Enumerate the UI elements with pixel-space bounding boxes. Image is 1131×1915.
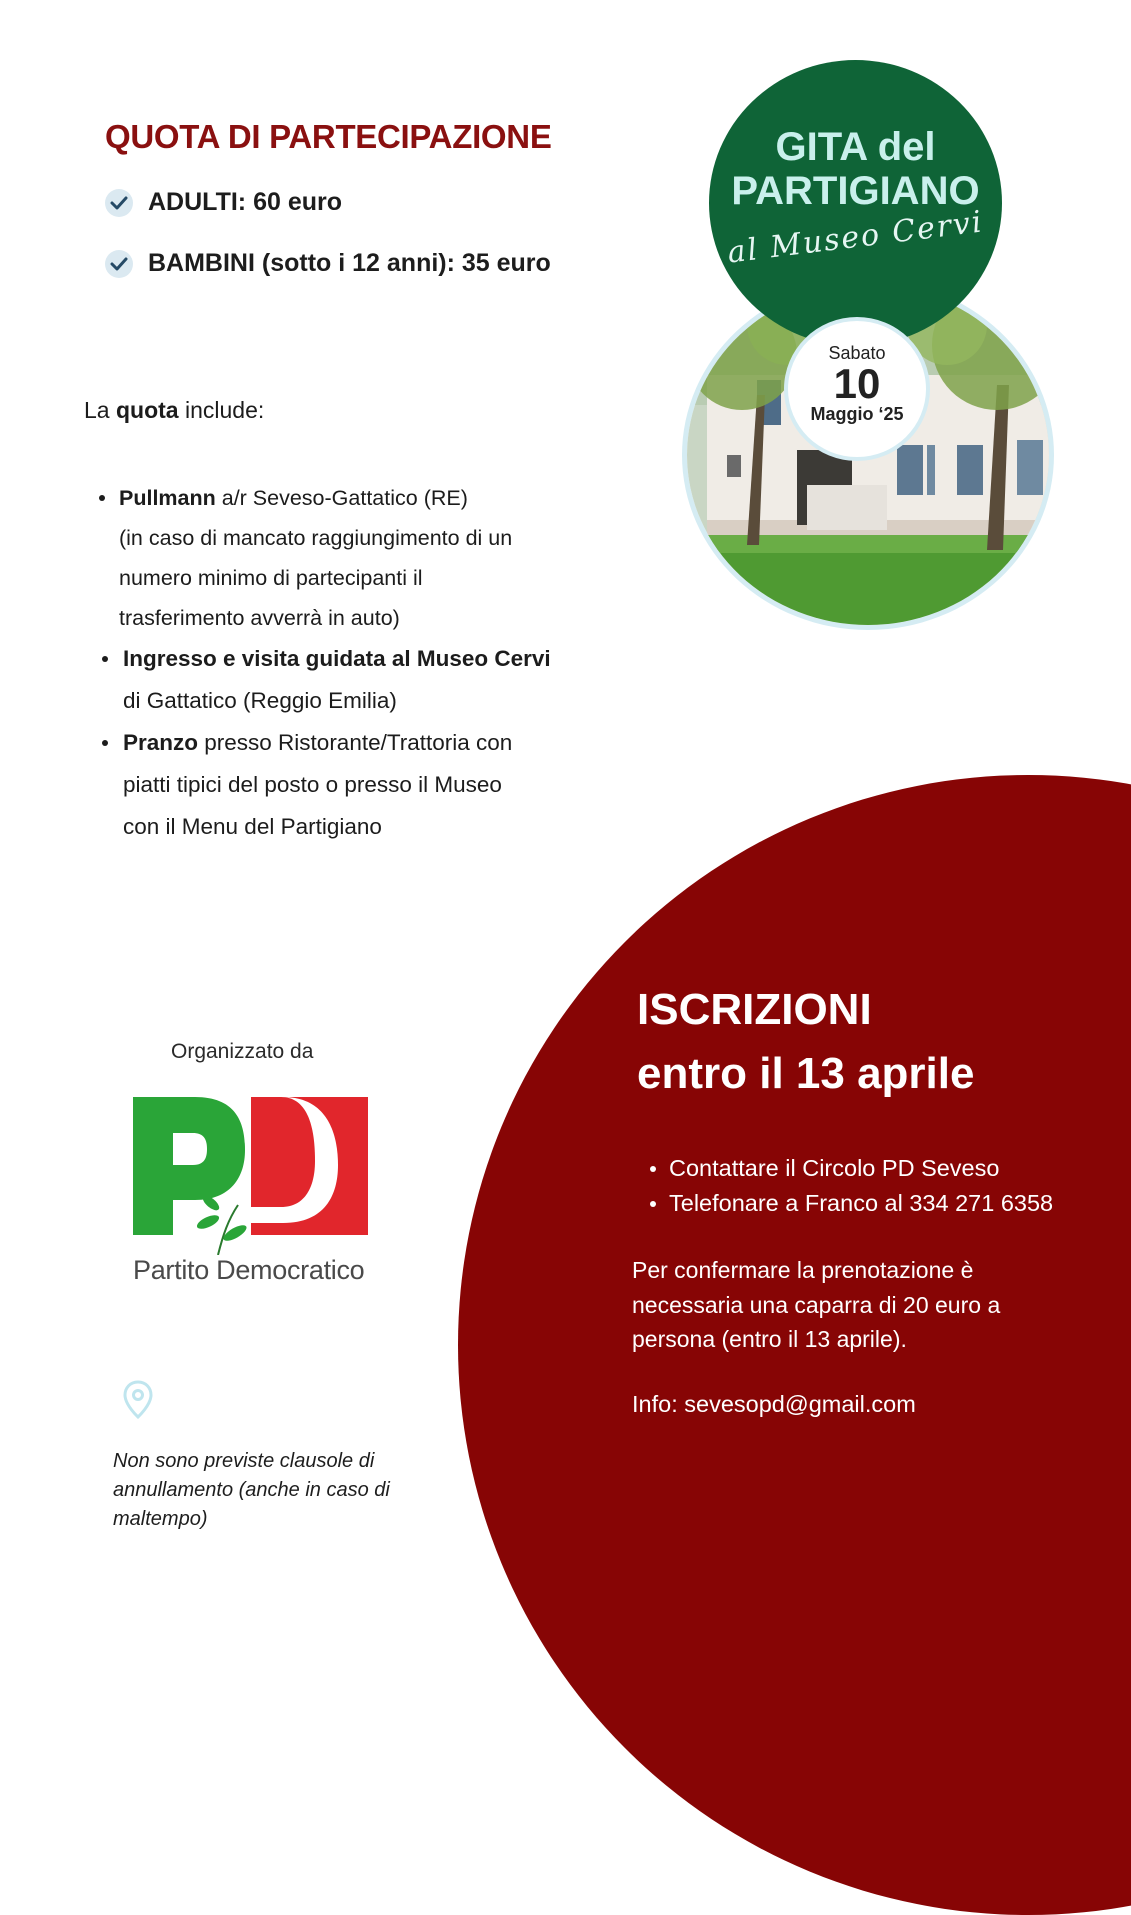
price-label: BAMBINI (sotto i 12 anni): 35 euro	[148, 249, 551, 277]
event-title-line1: GITA del	[775, 125, 936, 169]
event-title-line2: PARTIGIANO	[731, 169, 980, 213]
list-item: Contattare il Circolo PD Seveso	[650, 1151, 1053, 1186]
event-title-badge	[709, 60, 1002, 346]
location-pin-icon	[122, 1380, 154, 1425]
bullet-dot	[650, 1201, 656, 1207]
pd-logo	[133, 1095, 373, 1295]
day-label: Sabato	[828, 343, 886, 363]
list-item: Telefonare a Franco al 334 271 6358	[650, 1186, 1053, 1221]
day-number: 10	[833, 360, 881, 407]
bullet-dot	[102, 656, 108, 662]
bullet-dot	[650, 1166, 656, 1172]
quota-title: QUOTA DI PARTECIPAZIONE	[105, 118, 552, 155]
organizer-label: Organizzato da	[171, 1040, 314, 1063]
check-icon	[105, 189, 133, 217]
logo-text: Partito Democratico	[133, 1255, 365, 1285]
deposit-note: Per confermare la prenotazione è necessaria una caparra di 20 euro a persona (entro il 13 aprile).	[632, 1257, 1001, 1352]
month-year: Maggio ‘25	[810, 404, 904, 424]
bullet-dot	[99, 495, 105, 501]
registration-title: ISCRIZIONI entro il 13 aprile	[637, 985, 975, 1098]
info-email: Info: sevesopd@gmail.com	[632, 1391, 916, 1417]
event-subtitle: al Museo Cervi	[725, 204, 986, 271]
price-label: ADULTI: 60 euro	[148, 188, 342, 216]
includes-heading: La quota include:	[84, 397, 265, 423]
contact-list	[650, 1151, 1053, 1221]
disclaimer: Non sono previste clausole di annullamento (anche in caso di maltempo)	[113, 1450, 390, 1530]
price-children	[105, 249, 551, 278]
includes-list	[95, 478, 595, 848]
list-item: Pranzo presso Ristorante/Trattoria con piatti tipici del posto o presso il Museo con il Menu del Partigiano	[95, 722, 595, 848]
price-adults	[105, 188, 342, 217]
check-icon	[105, 250, 133, 278]
bullet-dot	[102, 740, 108, 746]
list-item: Ingresso e visita guidata al Museo Cervi di Gattatico (Reggio Emilia)	[95, 638, 595, 722]
list-item: Pullmann a/r Seveso-Gattatico (RE) (in caso di mancato raggiungimento di un numero minimo di partecipanti il trasferimento avverrà in auto)	[95, 478, 595, 638]
date-badge	[784, 317, 930, 461]
